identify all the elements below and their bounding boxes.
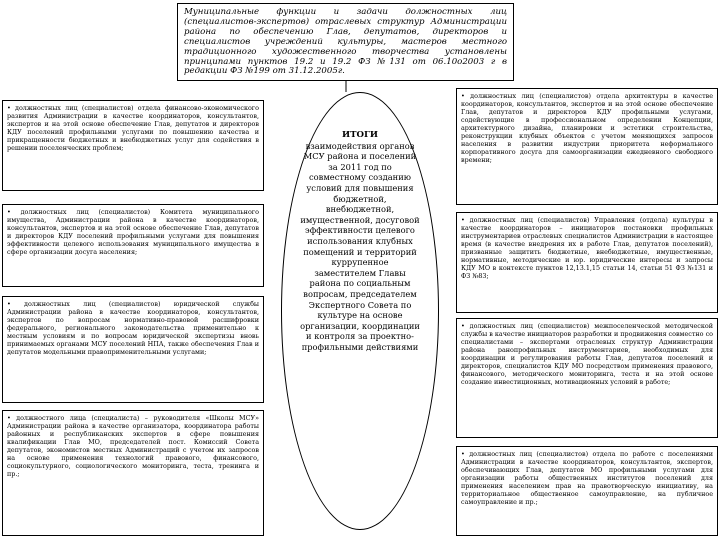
center-block [300,130,420,352]
right-box-culture: • должностных лиц (специалистов) Управления (отдела) культуры в качестве координаторов – инициаторов постановки профильных инструментариев отраслевых специалистов Администрации в настоящее время (в качестве внедрения их в работе Глав, депутатов поселений), призванные защитить бюджетные, внебюджетные, имущественные, нормативные, методические и юр. юридические интересы и запросы КДУ МО в контексте пунктов 12,13.1,15 статьи 14, статьи 51 ФЗ №131 и ФЗ №83; [456,212,718,313]
right-box-settlements: • должностных лиц (специалистов) отдела по работе с поселениями Администрации в качестве координаторов, консультантов, экспертов, обеспечивающих Глав, депутатов МО профильными услугами для организации работы общественных институтов поселений для применения населением прав на правотворческую инициативу, на территориальное общественное самоуправление, на публичное самоуправление и пр.; [456,446,718,536]
left-box-school: • должностного лица (специалиста) – руководителя «Школы МСУ» Администрации района в качестве организатора, координатора работы районных и республиканских экспертов в сфере повышения квалификации Глав МО, председателей пост. Комиссий Совета депутатов, экономистов местных Администраций с учетом их запросов на основе применения технологий правового, финансового, социокультурного, социологического мониторинга, теста, тренинга и пр.; [2,410,264,536]
right-box-methodical: • должностных лиц (специалистов) межпоселенческой методической службы в качестве инициаторов разработки и продвижения совместно со специалистами – экспертами отраслевых структур Администрации района ранопрофильных инструментариев, необходимых для координации и регулирования работы Глав, депутатов поселений и директоров, специалистов КДУ МО посредством применения правового, финансового, методического мониторинга, теста и на этой основе создание инвестиционных, мотивационных условий в работе; [456,318,718,438]
left-box-property: • должностных лиц (специалистов) Комитета муниципального имущества, Администрации района в качестве координаторов, консультантов, экспертов и на этой основе обеспечение Глав, депутатов и директоров КДУ поселений профильными услугами для повышения эффективности целевого использования муниципального имущества в сфере организации досуга населения; [2,204,264,287]
left-box-legal: • должностных лиц (специалистов) юридической службы Администрации района в качестве координаторов, консультантов, экспертов по вопросам нормативно-правовой расшифровки федерального, регионального законодательства применительно к местным условиям и по вопросам юридической экспертизы вновь принимаемых органами МСУ поселений НПА, также обеспечения Глав и депутатов модельными правоприменительными услугами; [2,296,264,403]
diagram-title: Муниципальные функции и задачи должностных лиц (специалистов-экспертов) отраслевых структур Администрации района по обеспечению Глав, депутатов, директоров и специалистов учреждений культуры, мастеров местного традиционного художественного творчества установлены принципами пунктов 19.2 и 19.2 ФЗ №131 от 06.10о2003 г в редакции ФЗ №199 от 31.12.2005г. [177,3,514,81]
left-box-finance: • должностных лиц (специалистов) отдела финансово-экономического развития Администрации в качестве координаторов, консультантов, экспертов и на этой основе обеспечение Глав, депутатов и директоров КДУ поселений профильными услугами по повышению качества и прикращенности бюджетных и внебюджетных услуг для содействия в решении поселенческих проблем; [2,100,264,191]
center-heading: ИТОГИ [341,130,379,140]
right-box-architecture: • должностных лиц (специалистов) отдела архитектуры в качестве координаторов, консультантов, экспертов и на этой основе обеспечение Глав, депутатов и директоров КДУ профильными услугами, содействующие в профессиональном определении Концепции, архитектурного дизайна, планировки и эстетики строительства, реконструкции клубных объектов с учетом меняющихся запросов населения в развитии индустрии приоритета неформального корпоративного досуга для самоорганизации ежедневного свободного времени; [456,88,718,205]
center-text: взаимодействия органов МСУ района и поселений за 2011 год по совместному созданию условий для повышения бюджетной, внебюджетной, имущественной, досуговой эффективности целевого использования клубных помещений и территорий куррупенное заместителем Главы района по социальным вопросам, председателем Экспертного Совета по культуре на основе организации, координации и контроля за проектно-профильными действиями [300,140,420,352]
